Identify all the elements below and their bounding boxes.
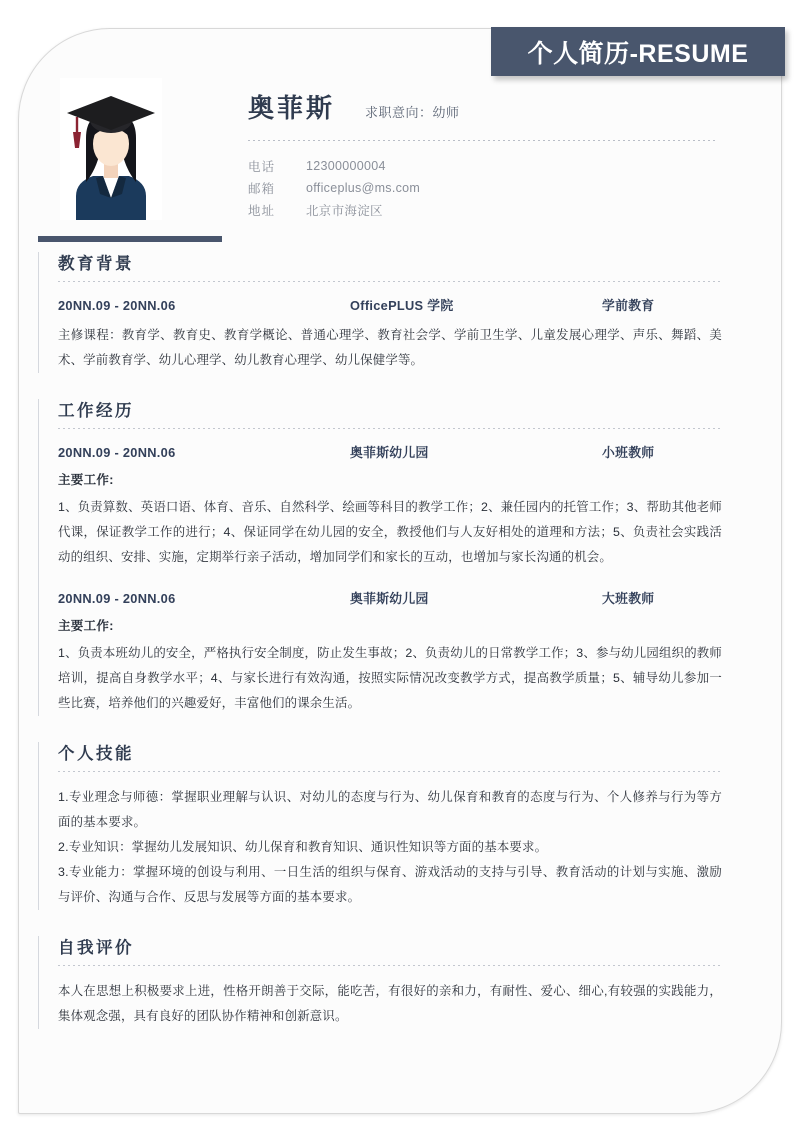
skill-item: 3.专业能力：掌握环境的创设与利用、一日生活的组织与保育、游戏活动的支持与引导、教育活动的计划与实施、激励与评价、沟通与合作、反思与发展等方面的基本要求。 <box>58 865 722 904</box>
section-education <box>38 250 722 373</box>
work-duties-label: 主要工作: <box>58 619 114 633</box>
section-title-education: 教育背景 <box>58 255 134 273</box>
contact-value-phone: 12300000004 <box>306 159 386 173</box>
identity-block <box>248 88 718 221</box>
section-divider-education <box>58 281 722 282</box>
section-title-work: 工作经历 <box>58 402 134 420</box>
contact-label-address: 地址 <box>248 204 276 218</box>
section-divider-work <box>58 428 722 429</box>
skill-item: 1.专业理念与师德：掌握职业理解与认识、对幼儿的态度与行为、幼儿保育和教育的态度与行为、个人修养与行为等方面的基本要求。 <box>58 790 722 829</box>
self-evaluation-body: 本人在思想上积极要求上进，性格开朗善于交际，能吃苦，有很好的亲和力，有耐性、爱心、细心,有较强的实践能力，集体观念强，具有良好的团队协作精神和创新意识。 <box>58 984 722 1023</box>
work-entry <box>58 588 722 716</box>
education-entry-head <box>58 295 722 314</box>
education-entry <box>58 295 722 373</box>
section-divider-self-evaluation <box>58 965 722 966</box>
work-duties-body: 1、负责本班幼儿的安全，严格执行安全制度，防止发生事故；2、负责幼儿的日常教学工作；3、参与幼儿园组织的教师培训，提高自身教学水平；4、与家长进行有效沟通，按照实际情况改变教学方式，提高教学质量；5、辅导幼儿参加一些比赛，培养他们的兴趣爱好，丰富他们的课余生活。 <box>58 646 722 710</box>
contact-row-email <box>248 177 718 199</box>
graduate-avatar-icon <box>60 78 162 220</box>
resume-title-banner <box>491 27 785 76</box>
contact-label-phone: 电话 <box>248 160 276 174</box>
contact-row-address <box>248 199 718 221</box>
contact-value-email: officeplus@ms.com <box>306 181 421 195</box>
contact-list <box>248 155 718 221</box>
section-work-experience <box>38 397 722 716</box>
section-title-self-evaluation: 自我评价 <box>58 939 134 957</box>
work-duties-body: 1、负责算数、英语口语、体育、音乐、自然科学、绘画等科目的教学工作；2、兼任园内的托管工作；3、帮助其他老师代课，保证教学工作的进行；4、保证同学在幼儿园的安全，教授他们与人友好相处的道理和方法；5、负责社会实践活动的组织、安排、实施，定期举行亲子活动，增加同学们和家长的互动，也增加与家长沟通的机会。 <box>58 500 722 564</box>
section-divider-skills <box>58 771 722 772</box>
work-role: 大班教师 <box>602 591 655 606</box>
skill-item: 2.专业知识：掌握幼儿发展知识、幼儿保育和教育知识、通识性知识等方面的基本要求。 <box>58 840 548 854</box>
contact-row-phone <box>248 155 718 177</box>
work-entry-head <box>58 442 722 461</box>
section-personal-skills <box>38 740 722 910</box>
person-name: 奥菲斯 <box>248 93 336 123</box>
avatar <box>60 78 162 220</box>
work-entry <box>58 442 722 570</box>
education-major: 学前教育 <box>602 298 655 313</box>
job-objective: 求职意向：幼师 <box>365 105 460 120</box>
work-period: 20NN.09 - 20NN.06 <box>58 591 176 606</box>
work-period: 20NN.09 - 20NN.06 <box>58 445 176 460</box>
header-divider <box>248 140 718 141</box>
contact-label-email: 邮箱 <box>248 182 276 196</box>
resume-body <box>0 250 764 1029</box>
resume-title-text: 个人简历-RESUME <box>527 39 749 68</box>
work-duties-label: 主要工作: <box>58 473 114 487</box>
header-accent-bar <box>38 236 222 242</box>
section-self-evaluation <box>38 934 722 1029</box>
education-period: 20NN.09 - 20NN.06 <box>58 298 176 313</box>
work-entry-head <box>58 588 722 607</box>
name-row <box>248 88 718 128</box>
contact-value-address: 北京市海淀区 <box>306 204 383 218</box>
education-org: OfficePLUS 学院 <box>350 298 454 313</box>
work-org: 奥菲斯幼儿园 <box>350 591 429 606</box>
education-courses: 主修课程：教育学、教育史、教育学概论、普通心理学、教育社会学、学前卫生学、儿童发展心理学、声乐、舞蹈、美术、学前教育学、幼儿心理学、幼儿教育心理学、幼儿保健学等。 <box>58 328 722 367</box>
work-role: 小班教师 <box>602 445 655 460</box>
section-title-skills: 个人技能 <box>58 745 134 763</box>
work-org: 奥菲斯幼儿园 <box>350 445 429 460</box>
